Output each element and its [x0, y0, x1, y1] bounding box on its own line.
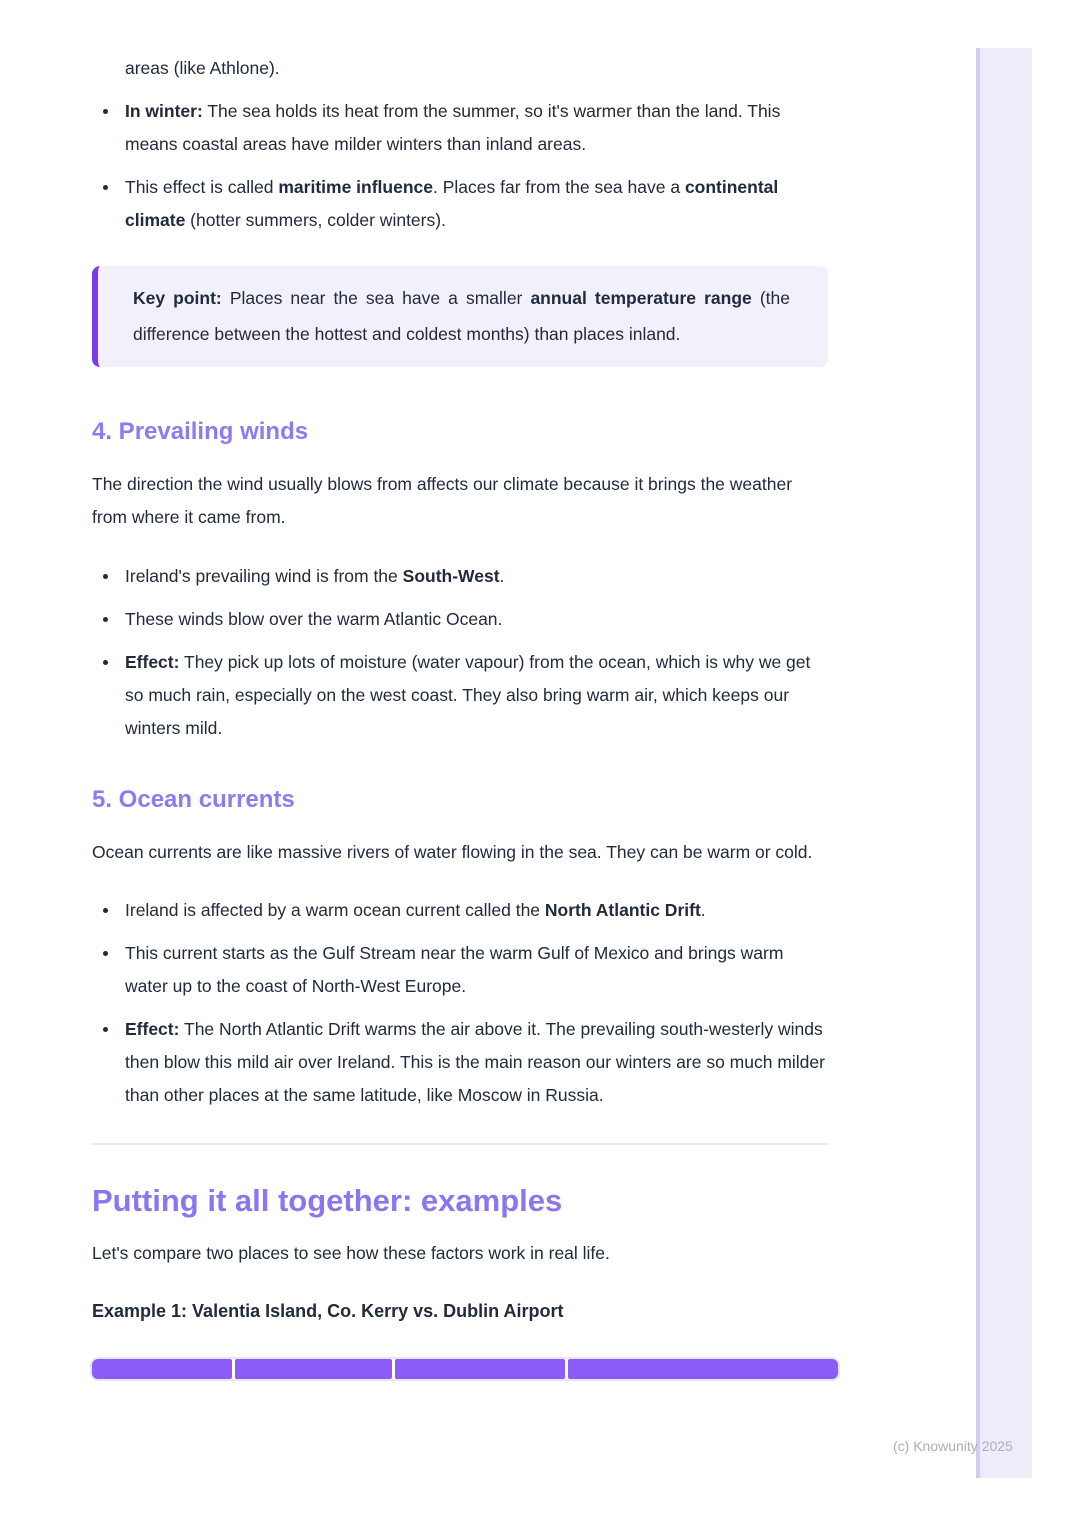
bullet-dot-icon [103, 908, 108, 913]
document-content [92, 0, 828, 1379]
bullet-dot-icon [103, 185, 108, 190]
paragraph: Ocean currents are like massive rivers of water flowing in the sea. They can be warm or cold. [92, 842, 813, 862]
bullet-dot-icon [103, 951, 108, 956]
list-item [92, 560, 828, 593]
key-point-callout: Key point: Places near the sea have a smaller annual temperature range (the difference between the hottest and coldest months) than places inland. [92, 266, 828, 367]
list-item-text: Effect: The North Atlantic Drift warms the air above it. The prevailing south-westerly winds then blow this mild air over Ireland. This is the main reason our winters are so much milder than other places at the same latitude, like Moscow in Russia. [125, 1019, 825, 1105]
bullet-dot-icon [103, 109, 108, 114]
table-header-cell [395, 1359, 565, 1379]
section-heading-prevailing-winds: 4. Prevailing winds [92, 418, 309, 445]
continuation-line: areas (like Athlone). [125, 58, 280, 78]
list-item-text: Ireland's prevailing wind is from the South-West. [125, 566, 505, 586]
list-item-text: Effect: They pick up lots of moisture (water vapour) from the ocean, which is why we get so much rain, especially on the west coast. They also bring warm air, which keeps our winters mild. [125, 652, 811, 738]
currents-bullet-list [92, 894, 828, 1112]
list-item-text: Ireland is affected by a warm ocean current called the North Atlantic Drift. [125, 900, 706, 920]
section-divider [92, 1143, 828, 1145]
section-heading-ocean-currents: 5. Ocean currents [92, 786, 295, 813]
list-item [92, 171, 828, 237]
bullet-dot-icon [103, 660, 108, 665]
list-item [92, 1013, 828, 1112]
list-item [92, 937, 828, 1003]
list-item-text: This current starts as the Gulf Stream near the warm Gulf of Mexico and brings warm water up to the coast of North-West Europe. [125, 943, 784, 996]
table-header-cell [235, 1359, 392, 1379]
example-heading: Example 1: Valentia Island, Co. Kerry vs. Dublin Airport [92, 1301, 564, 1321]
paragraph: The direction the wind usually blows from affects our climate because it brings the weather from where it came from. [92, 474, 793, 527]
list-item-text: These winds blow over the warm Atlantic Ocean. [125, 609, 503, 629]
list-item [92, 95, 828, 161]
list-item [92, 603, 828, 636]
copyright-watermark: (c) Knowunity 2025 [893, 1438, 1013, 1454]
page-edge-band [976, 48, 1032, 1478]
comparison-table-header-row [92, 1359, 838, 1379]
list-item-text: In winter: The sea holds its heat from the summer, so it's warmer than the land. This means coastal areas have milder winters than inland areas. [125, 101, 781, 154]
maritime-bullet-list [92, 95, 828, 237]
list-item-text: This effect is called maritime influence. Places far from the sea have a continental climate (hotter summers, colder winters). [125, 177, 779, 230]
list-item [92, 646, 828, 745]
winds-bullet-list [92, 560, 828, 745]
table-header-cell [92, 1359, 232, 1379]
list-item [92, 894, 828, 927]
bullet-dot-icon [103, 617, 108, 622]
chapter-heading: Putting it all together: examples [92, 1183, 563, 1218]
bullet-dot-icon [103, 574, 108, 579]
bullet-dot-icon [103, 1027, 108, 1032]
table-header-cell [568, 1359, 838, 1379]
paragraph: Let's compare two places to see how these factors work in real life. [92, 1243, 610, 1263]
